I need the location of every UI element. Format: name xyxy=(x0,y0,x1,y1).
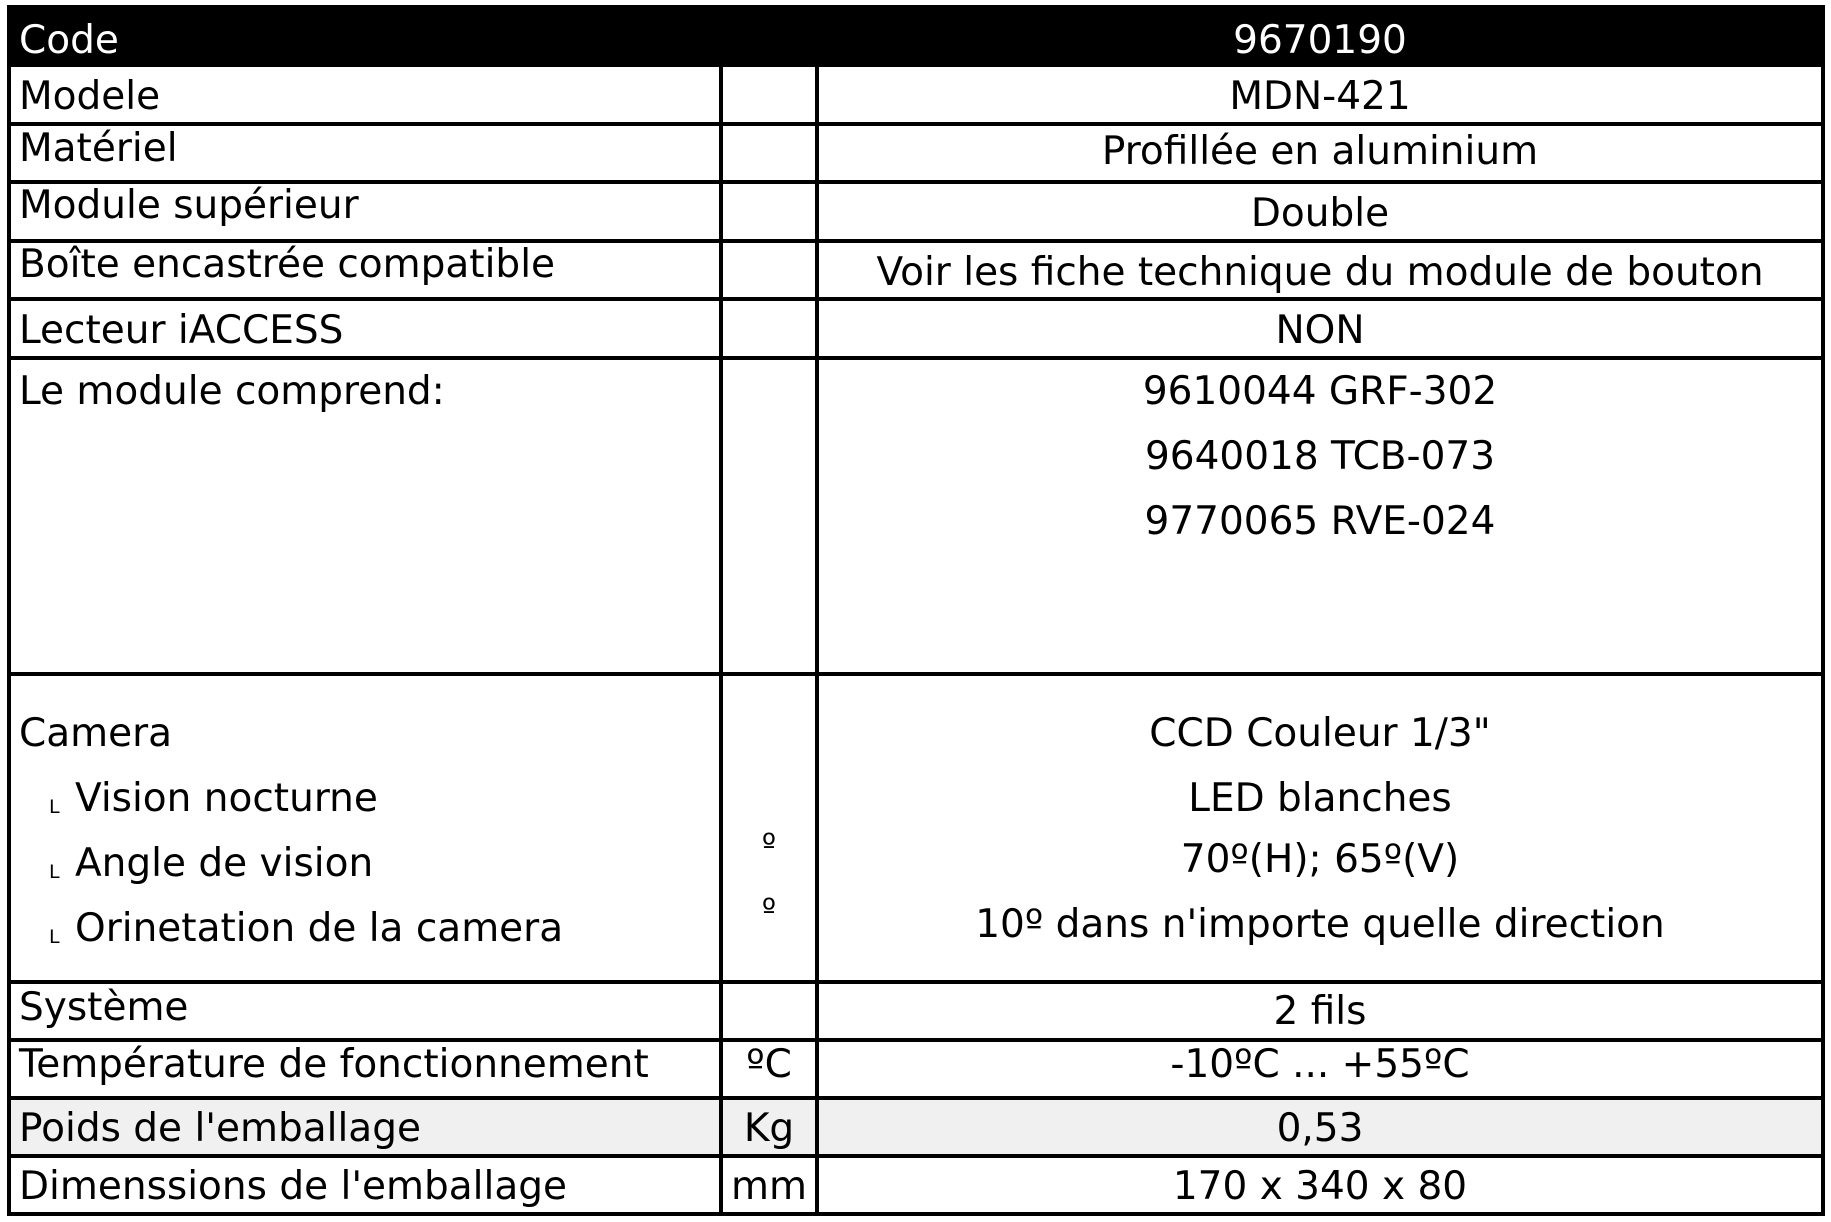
row-unit xyxy=(723,67,819,122)
table-header-row xyxy=(7,5,1825,67)
table-row xyxy=(7,67,1825,126)
camera-sub-unit: º xyxy=(761,828,777,863)
row-value: Voir les fiche technique du module de bouton xyxy=(876,250,1764,295)
row-unit: ºC xyxy=(723,1042,819,1096)
module-item: 9640018 TCB-073 xyxy=(1144,434,1496,479)
row-label: Système xyxy=(19,985,189,1030)
sub-item-marker: L xyxy=(49,796,60,818)
row-unit xyxy=(723,301,819,356)
camera-label: Camera xyxy=(19,711,173,756)
camera-sub-label: Vision nocturne xyxy=(75,776,378,821)
table-row xyxy=(7,243,1825,301)
camera-sub-value: LED blanches xyxy=(1188,776,1452,821)
spec-table xyxy=(7,5,1825,1217)
row-label: Poids de l'emballage xyxy=(19,1106,421,1151)
row-unit xyxy=(723,243,819,297)
row-unit xyxy=(723,984,819,1038)
row-unit: mm xyxy=(723,1158,819,1212)
camera-sub-item xyxy=(49,777,378,829)
row-label: Boîte encastrée compatible xyxy=(19,242,556,287)
row-value: MDN-421 xyxy=(1229,74,1411,119)
table-row xyxy=(7,1042,1825,1100)
row-value: Profillée en aluminium xyxy=(1101,129,1539,174)
row-value: Double xyxy=(1250,191,1390,236)
camera-sub-value: 10º dans n'importe quelle direction xyxy=(975,902,1665,947)
camera-row xyxy=(7,676,1825,984)
table-row xyxy=(7,1100,1825,1158)
table-row xyxy=(7,126,1825,184)
sub-item-marker: L xyxy=(49,861,60,883)
row-unit: Kg xyxy=(723,1100,819,1154)
table-row xyxy=(7,984,1825,1042)
row-label: Modele xyxy=(19,74,161,119)
row-label: Matériel xyxy=(19,126,178,171)
sub-item-marker: L xyxy=(49,926,60,948)
row-unit xyxy=(723,184,819,239)
module-label: Le module comprend: xyxy=(19,369,445,414)
row-label: Température de fonctionnement xyxy=(19,1042,649,1087)
row-value: -10ºC ... +55ºC xyxy=(1170,1042,1470,1087)
table-row xyxy=(7,184,1825,243)
table-row xyxy=(7,301,1825,360)
camera-value: CCD Couleur 1/3" xyxy=(1149,711,1491,756)
camera-sub-item xyxy=(49,842,373,894)
row-label: Lecteur iACCESS xyxy=(19,308,344,353)
row-unit xyxy=(723,126,819,180)
table-row xyxy=(7,1158,1825,1216)
camera-sub-value: 70º(H); 65º(V) xyxy=(1180,837,1460,882)
module-item: 9770065 RVE-024 xyxy=(1144,499,1496,544)
camera-sub-unit: º xyxy=(761,893,777,928)
module-contents-row xyxy=(7,360,1825,676)
row-value: 0,53 xyxy=(1276,1106,1364,1151)
module-item: 9610044 GRF-302 xyxy=(1142,369,1498,414)
row-value: NON xyxy=(1275,308,1365,353)
camera-sub-label: Orinetation de la camera xyxy=(75,906,564,951)
header-label: Code xyxy=(19,18,119,63)
row-label: Module supérieur xyxy=(19,183,359,228)
row-label: Dimenssions de l'emballage xyxy=(19,1164,567,1209)
row-value: 2 fils xyxy=(1273,989,1367,1034)
row-value: 170 x 340 x 80 xyxy=(1172,1164,1468,1209)
camera-sub-label: Angle de vision xyxy=(75,841,374,886)
camera-sub-item xyxy=(49,907,563,959)
header-value: 9670190 xyxy=(1233,18,1407,63)
